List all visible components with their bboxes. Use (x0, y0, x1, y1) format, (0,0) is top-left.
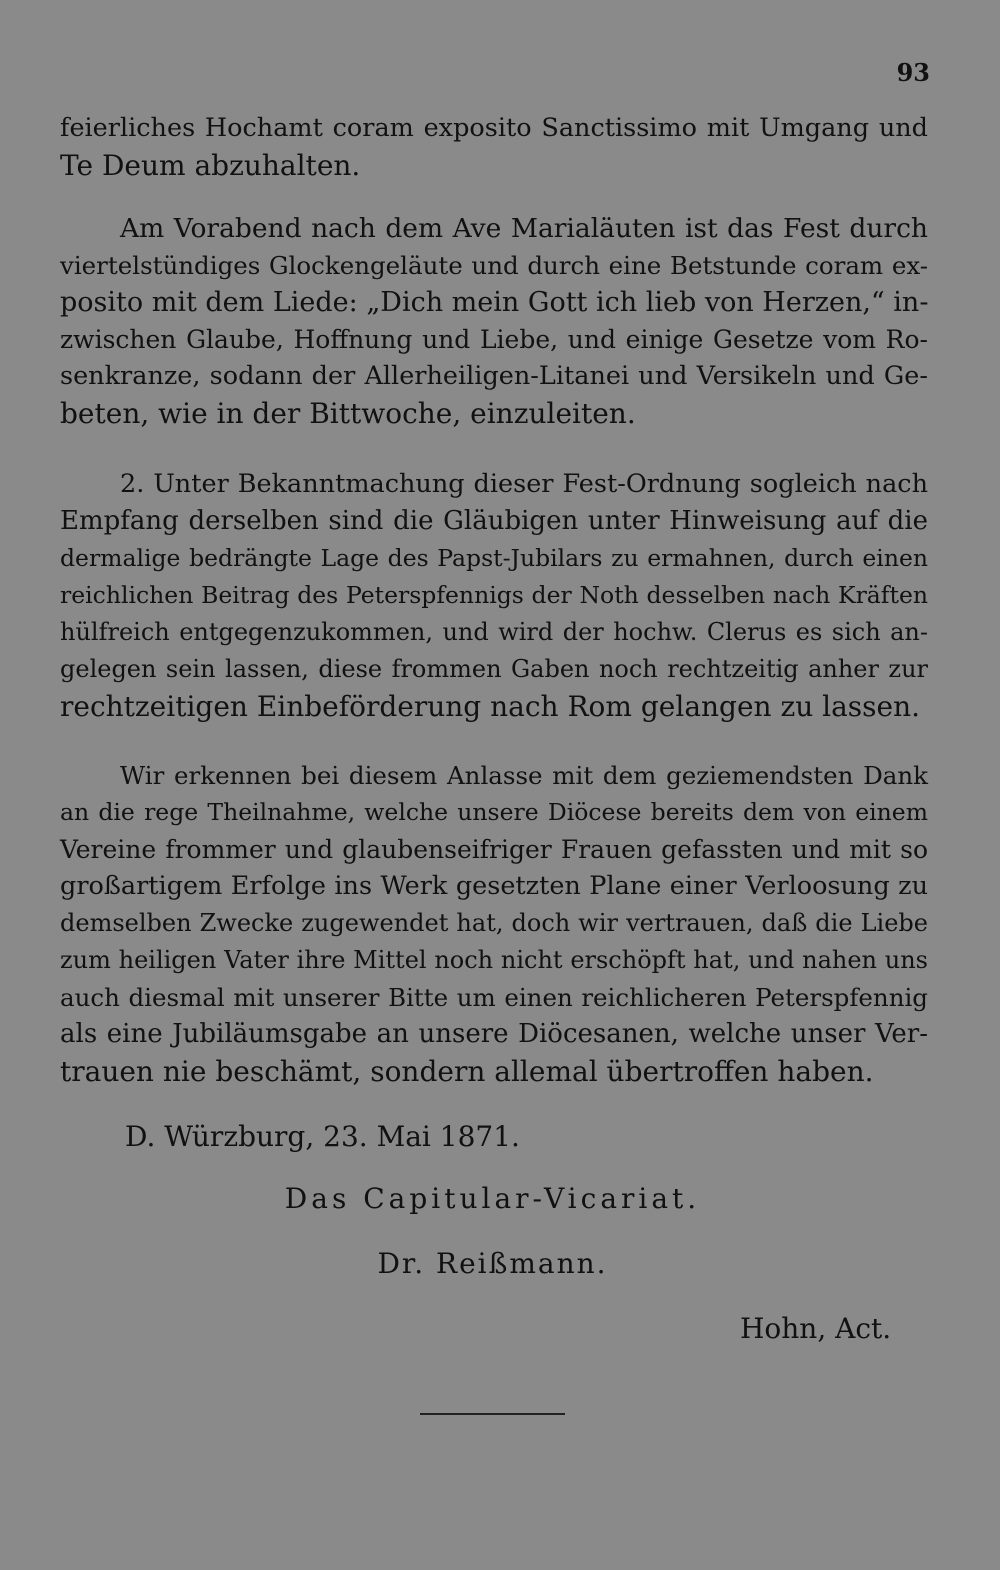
text-line: trauen nie beschämt, sondern allemal übertroffen haben. (60, 1055, 874, 1088)
text-line: Empfang derselben sind die Gläubigen unter Hinweisung auf die (60, 506, 928, 536)
end-divider (420, 1413, 565, 1415)
text-line: senkranze, sodann der Allerheiligen-Litanei und Versikeln und Ge- (60, 361, 928, 391)
text-line: dermalige bedrängte Lage des Papst-Jubilars zu ermahnen, durch einen (60, 544, 928, 572)
paragraph-gratitude (60, 757, 928, 1090)
text-line: viertelstündiges Glockengeläute und durch eine Betstunde coram ex- (60, 251, 928, 280)
text-line: hülfreich entgegenzukommen, und wird der hochw. Clerus es sich an- (60, 618, 928, 646)
text-line: als eine Jubiläumsgabe an unsere Diöcesanen, welche unser Ver- (60, 1019, 928, 1049)
text-line: Am Vorabend nach dem Ave Marialäuten ist das Fest durch (120, 213, 928, 244)
text-line: zum heiligen Vater ihre Mittel noch nicht erschöpft hat, und nahen uns (60, 946, 928, 974)
text-line: zwischen Glaube, Hoffnung und Liebe, und einige Gesetze vom Ro- (60, 325, 928, 354)
text-line: Te Deum abzuhalten. (60, 149, 361, 182)
text-line: an die rege Theilnahme, welche unsere Diöcese bereits dem von einem (60, 798, 928, 826)
text-line: reichlichen Beitrag des Peterspfennigs der Noth desselben nach Kräften (60, 581, 928, 609)
dateline: D. Würzburg, 23. Mai 1871. (125, 1120, 520, 1153)
text-line: auch diesmal mit unserer Bitte um einen reichlicheren Peterspfennig (60, 983, 928, 1012)
signature-organization: Das Capitular-Vicariat. (284, 1182, 701, 1215)
signature-actuary: Hohn, Act. (740, 1312, 892, 1345)
paragraph-item-2 (60, 466, 928, 725)
text-line: gelegen sein lassen, diese frommen Gaben noch rechtzeitig anher zur (60, 655, 928, 683)
text-line: beten, wie in der Bittwoche, einzuleiten. (60, 397, 636, 430)
text-line: posito mit dem Liede: „Dich mein Gott ich lieb von Herzen,“ in- (60, 287, 929, 318)
text-line: großartigem Erfolge ins Werk gesetzten Plane einer Verloosung zu (60, 871, 928, 901)
text-line: feierliches Hochamt coram exposito Sanctissimo mit Umgang und (60, 113, 928, 143)
page-number: 93 (896, 58, 930, 87)
text-line: Vereine frommer und glaubenseifriger Frauen gefassten und mit so (60, 835, 928, 864)
paragraph-vigil (60, 210, 928, 432)
text-line: 2. Unter Bekanntmachung dieser Fest-Ordnung sogleich nach (120, 469, 928, 499)
paragraph-continuation (60, 110, 928, 184)
text-line: demselben Zwecke zugewendet hat, doch wir vertrauen, daß die Liebe (60, 909, 928, 937)
text-line: rechtzeitigen Einbeförderung nach Rom gelangen zu lassen. (60, 690, 921, 723)
signature-name: Dr. Reißmann. (377, 1247, 608, 1280)
text-line: Wir erkennen bei diesem Anlasse mit dem geziemendsten Dank (120, 761, 928, 790)
